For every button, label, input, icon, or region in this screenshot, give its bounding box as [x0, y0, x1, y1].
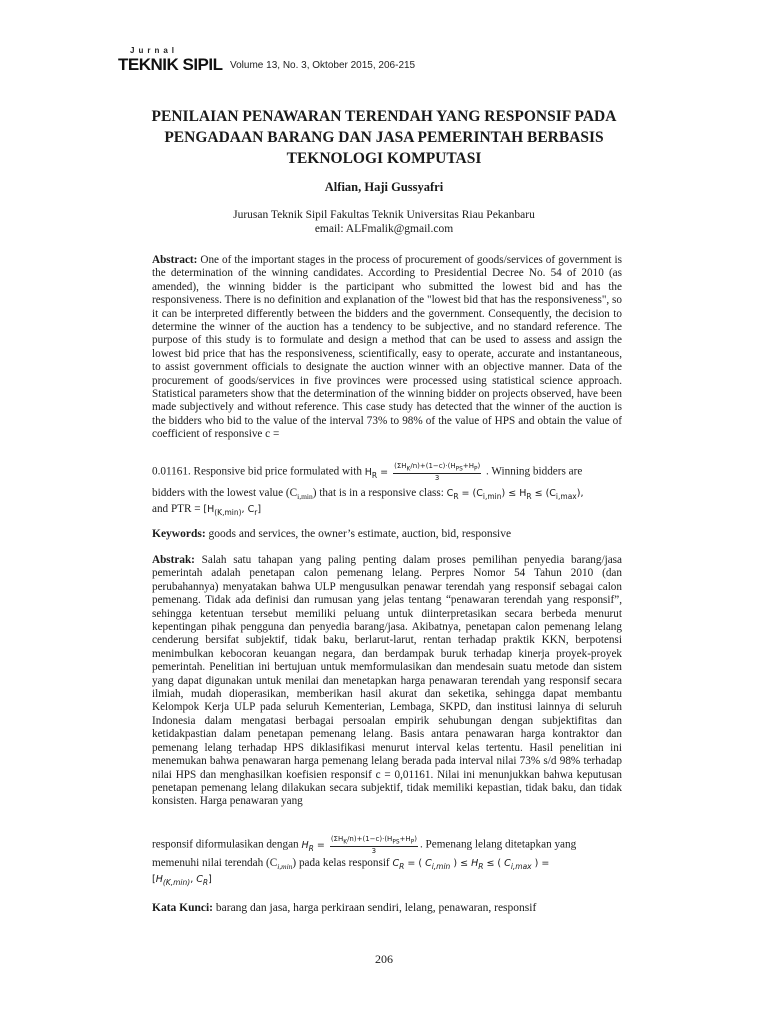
- ptr-prefix: and PTR =: [152, 503, 201, 515]
- ptr-formula: [$H_{(K,min)}$, $C_r$]: [203, 504, 262, 517]
- responsive-class-formula: $C_R = (C_{i,min}) \le H_R \le (C_{i,max})$,: [446, 488, 584, 501]
- page-header: [118, 44, 678, 84]
- page-number: 206: [375, 952, 393, 966]
- class-line-prefix: bidders with the lowest value (C: [152, 487, 298, 499]
- kata-kunci: [152, 902, 622, 914]
- authors: Alfian, Haji Gussyafri: [324, 180, 444, 194]
- kata-kunci-label: Kata Kunci:: [152, 902, 214, 914]
- abstract-en-body: One of the important stages in the process of procurement of goods/services of government is the determination of the winning candidates. According to Presidential Decree No. 54 of 2010 (as amended), the winning bidder is the participant who submitted the lowest bid and has the responsiveness. There is no definition and explanation of the "lowest bid that has the responsiveness", so it can be interpreted differently between the bidders and the government. Consequently, the decision to determine the winner of the auction has a tendency to be subjective, and no standard reference. The purpose of this study is to formulate and design a method that can be used to assess and assign the lowest bid price that has the responsiveness, scientifically, easy to operate, accurate and instantaneous, to assist government officials to designate the auction winner with an objective manner. Data of the procurement of goods/services in five provinces were processed using statistical science approach. Statistical parameters show that the determination of the winning bidder on projects observed, have been made subjectively and without reference. This case study has detected that the winner of the auction is the bidders who bid to the value of the interval 73% to 98% of the value of HPS and obtain the value of coefficient of responsive c =: [152, 254, 622, 441]
- formula-suffix: . Pemenang lelang ditetapkan yang: [419, 838, 577, 851]
- formula-hr: $H_R$ = $\frac{(\Sigma H_K/n)+(1-c)\cdot(H_{PS}+H_P)}{3}$: [301, 835, 417, 856]
- abstract-en-label: Abstract:: [152, 254, 198, 266]
- keywords-body: goods and services, the owner’s estimate, auction, bid, responsive: [208, 528, 512, 540]
- paper-title: [118, 106, 650, 169]
- logo-jurnal-text: Jurnal: [130, 46, 179, 55]
- affiliation: Jurusan Teknik Sipil Fakultas Teknik Universitas Riau Pekanbaru: [233, 209, 535, 221]
- kata-kunci-body: barang dan jasa, harga perkiraan sendiri, lelang, penawaran, responsif: [215, 902, 537, 914]
- keywords-label: Keywords:: [152, 528, 206, 540]
- abstract-en: [152, 254, 622, 442]
- responsive-class-formula: $C_R$ = ( $C_{i,min}$ ) ≤ $H_R$ ≤ ( $C_{i,max}$ ) =: [392, 858, 550, 871]
- abstract-en-formula-line: [152, 462, 622, 483]
- class-line-prefix: memenuhi nilai terendah (C: [152, 857, 278, 869]
- abstract-id-class-line: memenuhi nilai terendah $(C_{i,min})$ pada kelas responsif $C_R$ = ( $C_{i,min}$ ) ≤ $H_R$ ≤ ( $C_{i,max}$ ) =: [152, 857, 550, 872]
- abstract-id-label: Abstrak:: [152, 554, 195, 566]
- ptr-formula: [$H_{(K,min)}$, $C_R$]: [152, 874, 212, 887]
- affiliation-block: [118, 208, 650, 236]
- abstract-id-formula-line: [152, 835, 622, 856]
- class-line-mid: ) pada kelas responsif: [292, 857, 390, 869]
- formula-suffix: . Winning bidders are: [486, 465, 583, 478]
- keywords: [152, 528, 622, 540]
- abstract-id-ptr-line: [152, 872, 622, 890]
- abstract-en-class-line: bidders with the lowest value $(C_{i,min})$ that is in a responsive class: $C_R = (C_{i,min}) \le H_R \le (C_{i,max})$,: [152, 487, 584, 502]
- formula-prefix: 0.01161. Responsive bid price formulated with: [152, 465, 362, 478]
- abstract-id-body: Salah satu tahapan yang paling penting dalam proses pemilihan penyedia barang/jasa pemerintah adalah penetapan calon pemenang lelang. Perpres Nomor 54 Tahun 2010 (dan perubahannya) menyatakan bahwa ULP mengusulkan penawar terendah yang responsif sebagai calon pemenang. Tidak ada definisi dan rumusan yang jelas tentang “penawaran terendah yang responsif”, sehingga ketentuan tersebut memiliki peluang untuk diinterpretasikan secara berbeda menurut kepentingan pihak pengguna dan penyedia barang/jasa. Akibatnya, penetapan calon pemenang lelang cenderung bersifat subjektif, tidak baku, berlarut-larut, rentan terhadap praktik KKN, berpotensi menimbulkan kebocoran keuangan negara, dan berdampak buruk terhadap kinerja proyek-proyek pemerintah. Penelitian ini bertujuan untuk memformulasikan dan mendesain suatu metode dan sistem yang dapat digunakan untuk menilai dan menetapkan harga penawaran terendah yang responsif secara ilmiah, mudah dioperasikan, memberikan hasil akurat dan seketika, sehingga dapat membantu Kelompok Kerja ULP pada seluruh Kementerian, Lembaga, SKPD, dan institusi lainnya di seluruh Indonesia dalam mengatasi berbagai persoalan empirik sehubungan dengan subjektifitas dan ketidakpastian dalam penetapan pemenang lelang. Basis antara penawaran harga kontraktor dan pemenang lelang terhadap HPS diklasifikasi menurut interval kelas tertentu. Hasil penelitian ini menemukan bahwa penawaran harga pemenang lelang berada pada interval nilai 73% s/d 98% terhadap nilai HPS dan menghasilkan koefisien responsif c = 0,01161. Nilai ini menunjukkan bahwa keputusan penetapan pemenang lelang dilakukan secara subjektif, tidak memiliki kepastian, tidak baku, dan tidak konsisten. Harga penawaran yang: [152, 554, 622, 808]
- title-line: PENILAIAN PENAWARAN TERENDAH YANG RESPONSIF PADA: [151, 108, 617, 125]
- abstract-en-ptr-line: [152, 502, 622, 520]
- volume-info: Volume 13, No. 3, Oktober 2015, 206-215: [230, 60, 416, 71]
- formula-hr: $H_R$ = $\frac{(\Sigma H_K/n)+(1-c)\cdot(H_{PS}+H_P)}{3}$: [364, 462, 481, 483]
- title-line: TEKNOLOGI KOMPUTASI: [286, 150, 482, 167]
- journal-logo: [118, 44, 223, 84]
- formula-prefix: responsif diformulasikan dengan: [152, 838, 299, 851]
- class-line-mid: ) that is in a responsive class:: [312, 487, 444, 499]
- email: email: ALFmalik@gmail.com: [314, 223, 454, 235]
- title-line: PENGADAAN BARANG DAN JASA PEMERINTAH BERBASIS: [164, 129, 604, 146]
- abstract-id: [152, 554, 622, 809]
- logo-main-text: TEKNIK SIPIL: [118, 55, 223, 74]
